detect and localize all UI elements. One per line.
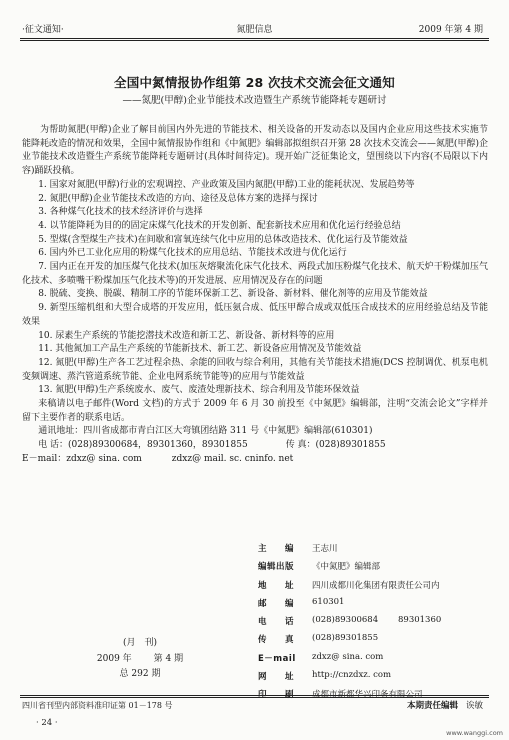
footer-rule [20,697,489,698]
editor-label: 本期责任编辑 [406,701,458,711]
contact-address: 通讯地址：四川省成都市青白江区大弯镇团结路 311 号《中氮肥》编辑部(610301) [38,426,373,437]
credit-value: 王志川 [312,544,338,554]
contact-phone: 电 话：(028)89300684，89301360，89301855 [38,440,248,451]
credit-value: (028)89300684 [312,615,379,626]
contact-email-alt: zdxz@ mail. sc. cninfo. net [171,453,294,464]
publication-issue: 第 4 期 [153,653,184,664]
header-rule-thin [20,40,489,41]
publication-info [80,636,200,683]
editor-name: 诶敏 [465,701,483,711]
credit-label: 电 话 [258,617,295,628]
credit-label: 印 刷 [258,690,295,701]
credit-value: http://cnzdxz. com [312,670,392,681]
topic-item: 11. 其他氮加工产品生产系统的节能新技术、新工艺、新设备应用情况及节能效益 [38,344,362,355]
credit-label: 编辑出版 [258,562,295,573]
footer-rule-thin [20,695,489,696]
topic-item: 12. 氮肥(甲醇)生产各工艺过程余热、余能的回收与综合利用，其他有关节能技术措施(DCS 控制调优、机泵电机变频调速、蒸汽管道系统节能、企业电网系统节能等)的应用与节能效益 [22,357,488,382]
topic-item: 5. 型煤(含型煤生产技术)在间歇和富氧连续气化中应用的总体改造技术、优化运行及节能效益 [38,234,408,245]
credit-label: 传 真 [258,635,295,646]
credit-value: 四川成都川化集团有限责任公司内 [312,580,440,591]
submission-paragraph: 来稿请以电子邮件(Word 文档)的方式于 2009 年 6 月 30 前投至《中氮肥》编辑部，注明“交流会论文”字样并留下主要作者的联系电话。 [22,399,488,423]
article-title: 全国中氮情报协作组第 28 次技术交流会征文通知 [114,75,395,90]
topic-item: 6. 国内外已工业化应用的粉煤气化技术的应用总结、节能技术改进与优化运行 [38,248,347,259]
topic-item: 4. 以节能降耗为目的的固定床煤气化技术的开发创新、配套新技术应用和优化运行经验总结 [38,220,401,231]
credit-value: 《中氮肥》编辑部 [312,562,381,573]
credit-label: 主 编 [258,544,295,554]
credit-label: E－mail [258,653,296,664]
contact-email-line [22,453,488,467]
topic-item: 9. 新型压缩机组和大型合成塔的开发应用，低压氨合成、低压甲醇合成或双低压合成技术的应用经验总结及节能效果 [22,303,488,327]
contact-email: E－mail：zdxz@ sina. com [22,453,142,464]
watermark: www.wanggi.com [446,729,503,737]
topic-item: 10. 尿素生产系统的节能挖潜技术改造和新工艺、新设备、新材料等的应用 [38,330,335,341]
credit-label: 地 址 [258,580,295,591]
publication-year: 2009 年 [96,653,132,664]
header-section-label: ·征文通知· [22,25,64,35]
article-body [22,124,488,467]
credit-value-secondary: 89301360 [398,615,442,626]
intro-paragraph: 为帮助氮肥(甲醇)企业了解目前国内外先进的节能技术、相关设备的开发动态以及国内企业应用这些技术实施节能降耗改造的情况和效果，全国中氮情报协作组和《中氮肥》编辑部拟组织召开第 28 次技术交流会——氮肥(甲醇)企业节能技术改造暨生产系统节能降耗专题研讨(具体时间待定)。现开始广泛征集论文，望围绕以下内容(不局限以下内容)踊跃投稿。 [22,125,488,177]
header-rule [20,38,489,39]
contact-fax: 传 真：(028)89301855 [285,440,386,451]
running-header [20,20,489,38]
page-number: · 24 · [36,718,58,728]
publication-total: 总 292 期 [119,669,161,679]
contact-phone-fax [22,439,488,453]
credit-value: 610301 [312,596,345,607]
topic-item: 3. 各种煤气化技术的技术经济评价与选择 [38,207,203,218]
topic-item: 13. 氮肥(甲醇)生产系统废水、废气、废渣处理新技术、综合利用及节能环保效益 [38,385,360,396]
topic-item: 8. 脱硫、变换、脱碳、精制工序的节能环保新工艺、新设备、新材料、催化剂等的应用及节能效益 [38,289,428,300]
print-permit: 四川省刊型内部资料准印证第 01－178 号 [22,701,173,710]
header-journal-name: 氮肥信息 [236,25,273,35]
publication-frequency: (月 刊) [122,638,158,648]
publication-issue-line [80,652,200,668]
topic-item: 7. 国内正在开发的加压煤气化技术(加压灰熔聚流化床气化技术、两段式加压粉煤气化技术、航天炉干粉煤加压气化技术、多喷嘴干粉煤加压气化技术等)的开发进展、应用情况及存在的问题 [22,262,488,286]
credit-value: (028)89301855 [312,633,379,644]
credit-value: 成都市新都华兴印务有限公司 [312,690,423,701]
credit-label: 网 址 [258,672,295,683]
header-issue: 2009 年第 4 期 [418,25,483,35]
credit-value: zdxz@ sina. com [312,651,384,662]
article-subtitle: ——氮肥(甲醇)企业节能技术改造暨生产系统节能降耗专题研讨 [122,95,387,106]
topic-item: 1. 国家对氮肥(甲醇)行业的宏观调控、产业政策及国内氮肥(甲醇)工业的能耗状况、发展趋势等 [38,179,415,190]
topic-item: 2. 氮肥(甲醇)企业节能技术改造的方向、途径及总体方案的选择与探讨 [38,193,318,204]
credit-label: 邮 编 [258,598,295,609]
responsible-editor [407,699,483,711]
